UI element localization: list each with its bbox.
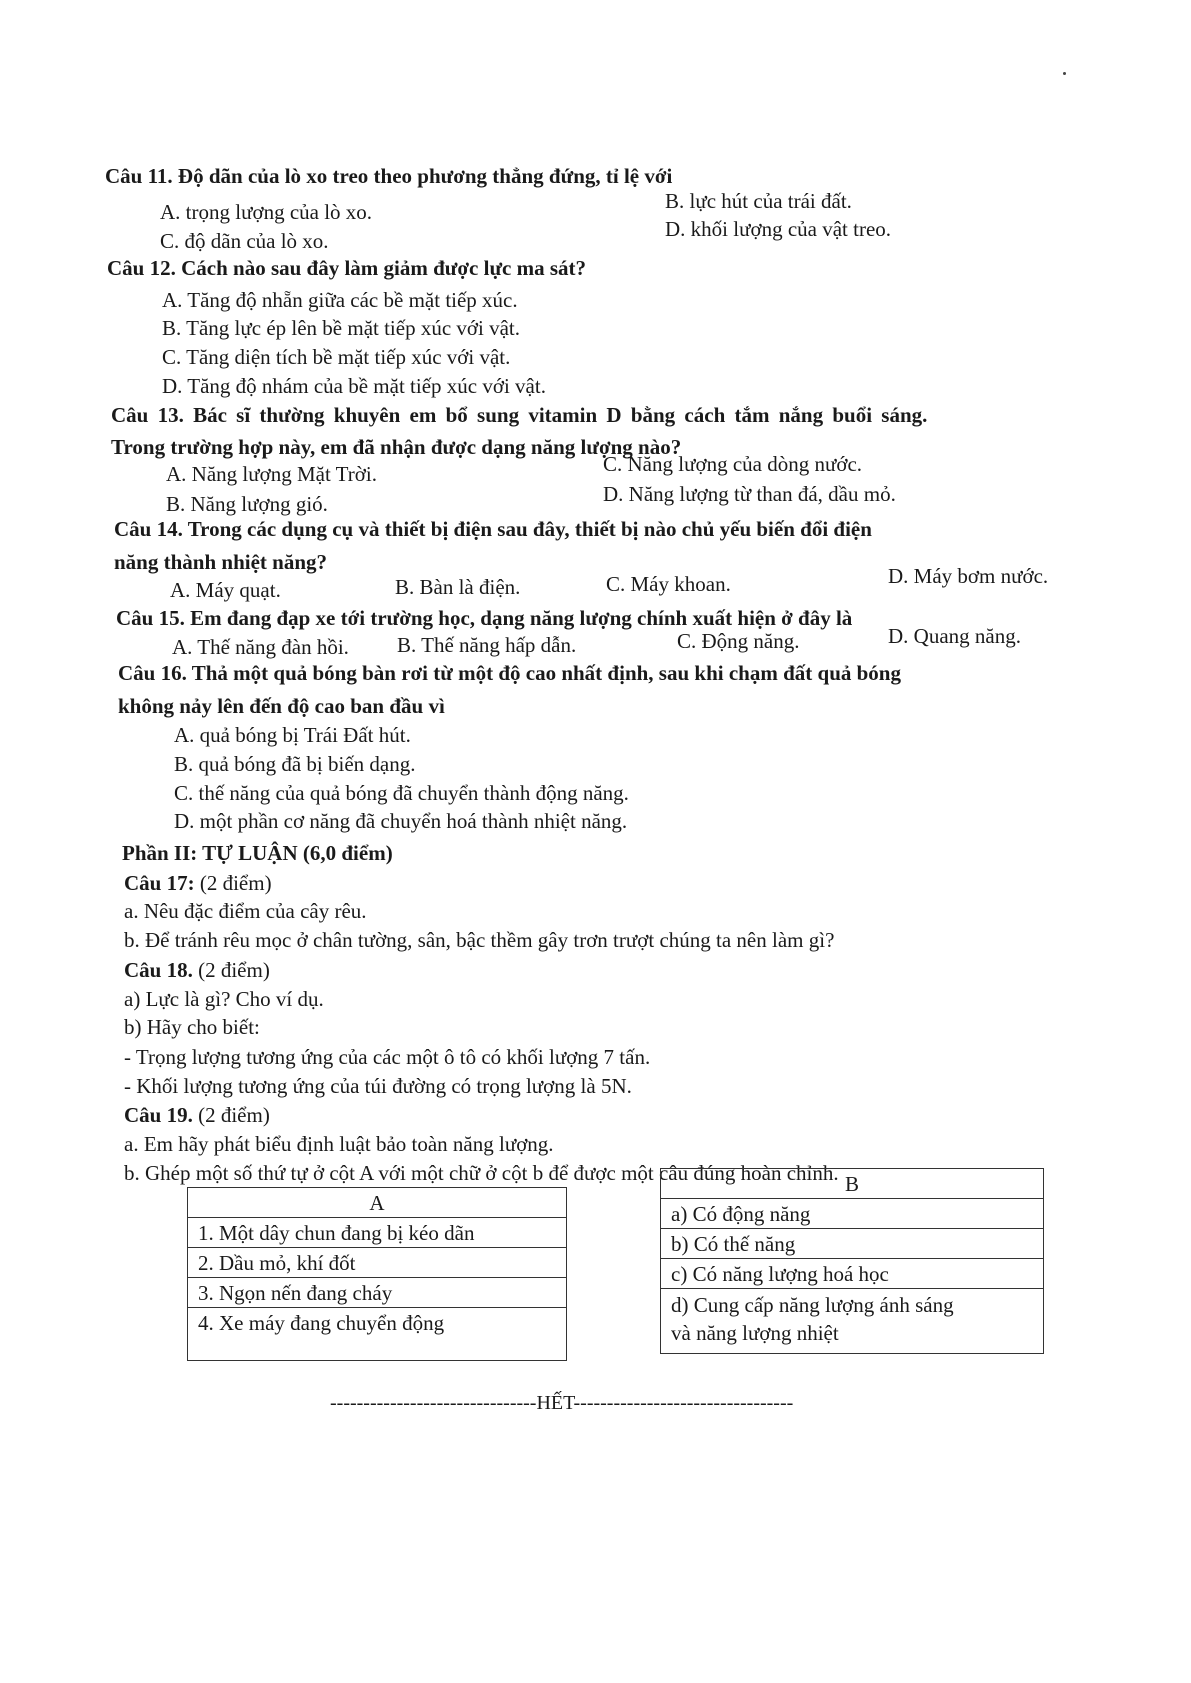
q14-option-d: D. Máy bơm nước.: [888, 564, 1049, 588]
q13-option-b: B. Năng lượng gió.: [166, 492, 328, 516]
q15-option-b: B. Thế năng hấp dẫn.: [397, 633, 577, 657]
question-13-stem-line2: Trong trường hợp này, em đã nhận được dạng năng lượng nào?: [111, 435, 682, 459]
table-b-row-d-line2: và năng lượng nhiệt: [671, 1321, 839, 1345]
table-b-row: [661, 1289, 1043, 1351]
q11-option-a: A. trọng lượng của lò xo.: [160, 200, 373, 224]
question-11-stem: Câu 11. Độ dãn của lò xo treo theo phương thẳng đứng, tỉ lệ với: [105, 164, 673, 188]
question-13-stem-line1: Câu 13. Bác sĩ thường khuyên em bổ sung vitamin D bằng cách tắm nắng buổi sáng.: [111, 403, 928, 427]
q14-option-a: A. Máy quạt.: [170, 578, 281, 602]
q18-part-b1: - Trọng lượng tương ứng của các một ô tô có khối lượng 7 tấn.: [124, 1045, 651, 1069]
question-16-stem-line2: không nảy lên đến độ cao ban đầu vì: [118, 694, 445, 718]
q12-option-d: D. Tăng độ nhám của bề mặt tiếp xúc với vật.: [162, 374, 546, 398]
q18-title-points: (2 điểm): [192, 958, 270, 982]
q15-option-d: D. Quang năng.: [888, 624, 1021, 648]
scan-speck: [1063, 72, 1066, 75]
q11-option-d: D. khối lượng của vật treo.: [665, 217, 892, 241]
q18-part-a: a) Lực là gì? Cho ví dụ.: [124, 987, 324, 1011]
q19-part-b: b. Ghép một số thứ tự ở cột A với một chữ ở cột b để được một câu đúng hoàn chỉnh.: [124, 1161, 839, 1185]
q18-part-b2: - Khối lượng tương ứng của túi đường có trọng lượng là 5N.: [124, 1074, 632, 1098]
q17-title-label: Câu 17:: [124, 871, 195, 895]
part2-title: Phần II: TỰ LUẬN (6,0 điểm): [122, 841, 393, 865]
table-a-row: 2. Dầu mỏ, khí đốt: [188, 1248, 566, 1278]
q14-option-b: B. Bàn là điện.: [395, 575, 521, 599]
table-a-header: A: [188, 1188, 566, 1218]
table-b-row: c) Có năng lượng hoá học: [661, 1259, 1043, 1289]
q18-title-label: Câu 18.: [124, 958, 193, 982]
table-a-row: 1. Một dây chun đang bị kéo dãn: [188, 1218, 566, 1248]
table-a-row: 3. Ngọn nến đang cháy: [188, 1278, 566, 1308]
q15-option-a: A. Thế năng đàn hồi.: [172, 635, 349, 659]
q11-option-b: B. lực hút của trái đất.: [665, 189, 852, 213]
q12-option-b: B. Tăng lực ép lên bề mặt tiếp xúc với vật.: [162, 316, 521, 340]
q16-option-d: D. một phần cơ năng đã chuyển hoá thành nhiệt năng.: [174, 809, 628, 833]
table-b-row-d-line1: d) Cung cấp năng lượng ánh sáng: [671, 1293, 954, 1317]
q13-option-d: D. Năng lượng từ than đá, dầu mỏ.: [603, 482, 896, 506]
q18-part-b: b) Hãy cho biết:: [124, 1015, 260, 1039]
q16-option-c: C. thế năng của quả bóng đã chuyển thành động năng.: [174, 781, 629, 805]
q17-part-a: a. Nêu đặc điểm của cây rêu.: [124, 899, 367, 923]
q19-title-points: (2 điểm): [192, 1103, 270, 1127]
table-b-header: B: [661, 1169, 1043, 1199]
q15-option-c: C. Động năng.: [677, 629, 800, 653]
q19-title: [124, 1102, 270, 1128]
q19-title-label: Câu 19.: [124, 1103, 193, 1127]
question-12-stem: Câu 12. Cách nào sau đây làm giảm được lực ma sát?: [107, 256, 587, 280]
table-b-row: a) Có động năng: [661, 1199, 1043, 1229]
q17-part-b: b. Để tránh rêu mọc ở chân tường, sân, bậc thềm gây trơn trượt chúng ta nên làm gì?: [124, 928, 835, 952]
question-14-stem-line2: năng thành nhiệt năng?: [114, 550, 328, 574]
question-14-stem-line1: Câu 14. Trong các dụng cụ và thiết bị điện sau đây, thiết bị nào chủ yếu biến đổi điện: [114, 517, 872, 541]
table-column-b: [660, 1168, 1044, 1354]
q17-title: [124, 870, 272, 896]
question-16-stem-line1: Câu 16. Thả một quả bóng bàn rơi từ một độ cao nhất định, sau khi chạm đất quả bóng: [118, 661, 901, 685]
q14-option-c: C. Máy khoan.: [606, 572, 731, 596]
table-column-a: [187, 1187, 567, 1361]
end-marker: -------------------------------HẾT---------------------------------: [330, 1392, 794, 1414]
q11-option-c: C. độ dãn của lò xo.: [160, 229, 329, 253]
q13-option-c: C. Năng lượng của dòng nước.: [603, 452, 863, 476]
q18-title: [124, 957, 270, 983]
q17-title-points: (2 điểm): [194, 871, 272, 895]
table-a-row: 4. Xe máy đang chuyển động: [198, 1311, 445, 1335]
q13-option-a: A. Năng lượng Mặt Trời.: [166, 462, 377, 486]
q12-option-c: C. Tăng diện tích bề mặt tiếp xúc với vật.: [162, 345, 511, 369]
question-15-stem: Câu 15. Em đang đạp xe tới trường học, dạng năng lượng chính xuất hiện ở đây là: [116, 606, 853, 630]
q19-part-a: a. Em hãy phát biểu định luật bảo toàn năng lượng.: [124, 1132, 554, 1156]
table-b-row: b) Có thế năng: [661, 1229, 1043, 1259]
q16-option-a: A. quả bóng bị Trái Đất hút.: [174, 723, 411, 747]
q16-option-b: B. quả bóng đã bị biến dạng.: [174, 752, 416, 776]
q12-option-a: A. Tăng độ nhẵn giữa các bề mặt tiếp xúc.: [162, 288, 518, 312]
